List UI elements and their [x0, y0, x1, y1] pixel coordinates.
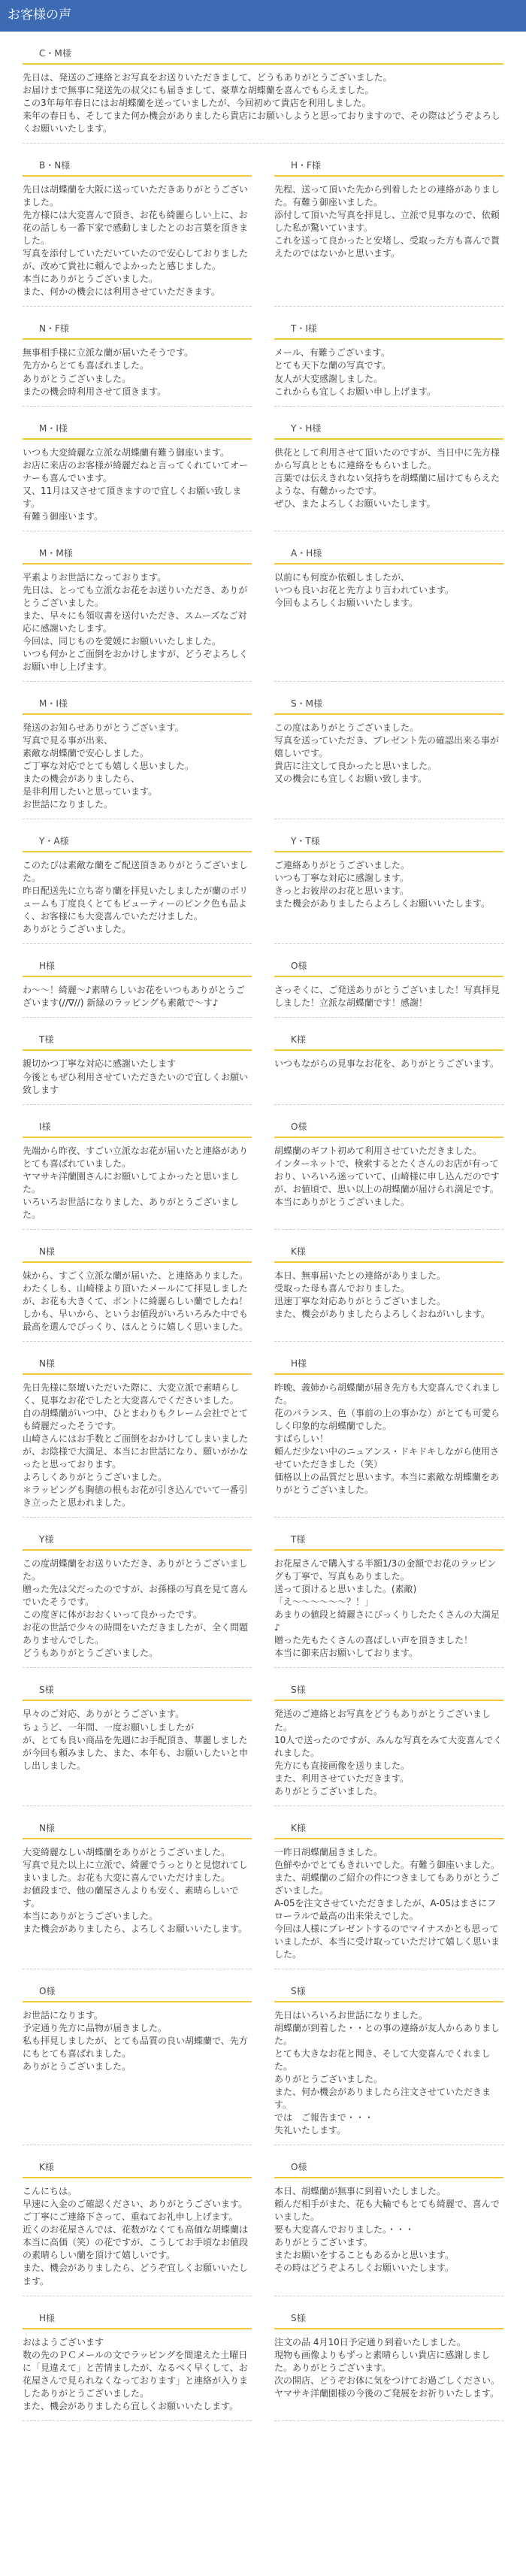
divider — [23, 1137, 252, 1138]
customer-name: M・M様 — [39, 547, 73, 558]
testimonial-row — [23, 830, 503, 944]
testimonial-body: 先日は胡蝶蘭を大阪に送っていただきありがとうございました。 先方様には大変喜んで頂き、お花も綺麗らしい上に、お花の話しも一番下家で感動しましたとのお言葉を頂きました。 写真を添付していただいていたので安心しておりましたが、改めて貴社に頼んでよかったと感じました。 本当にありがとうございました。 また、何かの機会には利用させていただきます。 — [23, 184, 249, 298]
testimonial-card — [23, 2307, 252, 2421]
testimonial-card — [23, 1240, 252, 1342]
divider — [23, 63, 503, 65]
divider — [23, 338, 252, 340]
testimonial-row — [23, 692, 503, 819]
testimonial-body: 発送のご連絡とお写真をどうもありがとうございました。 10人で送ったのですが、みんな写真をみて大変喜んでくれました。 先方にも直接画像を送りました。 また、利用させていただきます。 ありがとうございました。 — [274, 1709, 503, 1797]
customer-name: Y・T様 — [291, 836, 320, 847]
customer-name: O様 — [39, 1985, 56, 1996]
divider — [23, 1373, 252, 1375]
divider — [23, 1700, 252, 1701]
testimonial-row — [23, 1028, 503, 1104]
testimonial-body: 親切かつ丁寧な対応に感謝いたします 今後ともぜひ利用させていただきたいので宜しくお願い致します — [23, 1058, 249, 1095]
customer-name: O様 — [291, 2162, 307, 2173]
testimonial-body: 先日は、発送のご連絡とお写真をお送りいただきまして、どうもありがとうございました。 お届けまで無事に発送先の叔父にも届きまして、豪華な胡蝶蘭を喜んでもらえました。 この3年毎年春日にはお胡蝶蘭を送っていましたが、今回初めて貴店を利用しました。 来年の春日も、そしてまた何か機会がありましたら貴店にお願いしようと思っておりますので、その際はどうぞよろしくお願いいたします。 — [23, 72, 500, 135]
divider — [274, 1373, 503, 1375]
testimonial-row — [23, 1528, 503, 1668]
testimonial-body: 先程、送って頂いた先から到着したとの連絡がありました。有難う御座いました。 添付して頂いた写真を拝見し、立派で見事なので、依頼した私が驚いています。 これを送って良かったと安堵し、受取った方も喜んで貰えたのではないかと思います。 — [274, 184, 500, 259]
customer-name: K様 — [291, 1822, 306, 1833]
customer-name: T様 — [291, 1534, 306, 1545]
testimonial-row — [23, 317, 503, 406]
divider — [274, 1261, 503, 1263]
testimonial-card — [23, 154, 252, 307]
testimonial-list — [0, 32, 526, 2421]
divider — [23, 1838, 252, 1839]
testimonial-body: 一昨日胡蝶蘭届きました。 色鮮やかでとてもきれいでした。有難う御座いました。 また、胡蝶蘭のご紹介の件につきましてもありがとうございました。 A-05を注文させていただきましたが、A-05はまさにフローラルで最高の出来栄えでした。 今回は人様にプレゼントするのでマイナスかとも思っていましたが、本当に受け取っていただけて嬉しく思いました。 — [274, 1846, 500, 1960]
testimonial-body: メール、有難うございます。 とても天下な蘭の写真です。 友人が大変感謝しました。 これからも宜しくお願い申し上げます。 — [274, 347, 437, 397]
customer-name: N様 — [39, 1822, 55, 1833]
testimonial-card — [274, 830, 503, 944]
customer-name: K様 — [39, 2162, 54, 2173]
testimonial-body: 無事相手様に立派な蘭が届いたそうです。 先方からとても喜ばれました。 ありがとうございました。 またの機会時利用させて頂きます。 — [23, 347, 194, 397]
customer-name: Y・A様 — [39, 836, 69, 847]
testimonial-card — [23, 955, 252, 1018]
divider — [23, 2328, 252, 2329]
testimonial-body: こんにちは。 早速に入金のご確認ください、ありがとうございます。 ご丁寧にご連絡下さって、重ねてお礼申し上げます。 近くのお花屋さんでは、花数がなくても高価な胡蝶蘭は本当に高価（笑）の花ですが、こうしてお手頃なお値段の素晴らしい蘭を頂けて嬉しいです。 また、機会がありましたら、どうぞ宜しくお願いいたします。 — [23, 2186, 249, 2287]
testimonial-card — [23, 1980, 252, 2145]
testimonial-body: 先日はいろいろお世話になりました。 胡蝶蘭が到着した・・との事の連絡が友人からありました。 とても大きなお花と聞き、そして大変喜んでくれました。 ありがとうございました。 また、何か機会がありましたら注文させていただきます。 では ご報告まで・・・ 失礼いたします。 — [274, 2009, 500, 2136]
testimonial-row — [23, 1678, 503, 1806]
testimonial-body: わ〜〜！綺麗〜♪素晴らしいお花をいつもありがとうございます(//∇//) 新緑のラッピングも素敵で〜す♪ — [23, 985, 245, 1009]
testimonial-card — [274, 955, 503, 1018]
testimonial-row — [23, 1115, 503, 1230]
divider — [274, 713, 503, 715]
testimonial-body: 発送のお知らせありがとうございます。 写真で見る事が出来、 素敵な胡蝶蘭で安心しました。 ご丁寧な対応でとても嬉しく思いました。 またの機会がありましたら、 是非利用したいと思っています。 お世話になりました。 — [23, 722, 195, 810]
testimonial-card — [274, 417, 503, 531]
testimonial-row — [23, 2156, 503, 2296]
testimonial-body: 昨晩、義姉から胡蝶蘭が届き先方も大変喜んでくれました。 花のバランス、色（事前の上の事かな）がとても可愛らしく印象的な胡蝶蘭でした。 すばらしい！ 頼んだ少ない中のニュアンス・ドキドキしながら使用させていただきました（笑） 価格以上の品質だと思います。本当に素敵な胡蝶蘭をありがとうございました。 — [274, 1382, 500, 1496]
testimonial-body: お世話になります。 予定通り先方に品物が届きました。 私も拝見しましたが、とても品質の良い胡蝶蘭で、先方にもとても喜ばれました。 ありがとうございました。 — [23, 2009, 248, 2072]
divider — [23, 2001, 252, 2002]
customer-name: H様 — [39, 2312, 56, 2323]
testimonial-body: いつもながらの見事なお花を、ありがとうございます。 — [274, 1058, 500, 1070]
divider — [274, 1549, 503, 1551]
testimonial-card — [274, 1115, 503, 1230]
testimonial-card — [274, 1028, 503, 1104]
testimonial-card — [23, 692, 252, 819]
testimonial-body: 本日、無事届いたとの連絡がありました。 受取った母も喜んでおりました。 迅速丁寧な対応ありがとうございました。 また、機会がありましたらよろしくおねがいします。 — [274, 1270, 491, 1319]
divider — [23, 1049, 252, 1051]
testimonial-card — [274, 1678, 503, 1806]
testimonial-body: 平素よりお世話になっております。 先日は、とっても立派なお花をお送りいただき、ありがとうございました。 また、早々にも領収書を送付いただき、スムーズなご対応に感謝いたします。 今回は、同じものを愛媛にお願いいたしました。 いつも何かとご面倒をおかけしますが、どうぞよろしくお願い申し上げます。 — [23, 571, 249, 672]
testimonial-body: 妹から、すごく立派な蘭が届いた、と連絡ありました。 わたくしも、山崎様より頂いたメールにて拝見しましたが、お花も大きくて、ポントに綺麗らしい蘭でしたね！ しかも、早いから、というお値段がいろいろみた中でも最高を選んでびっくり、ほんとうに嬉しく思いました。 — [23, 1270, 249, 1332]
testimonial-card — [23, 830, 252, 944]
divider — [274, 338, 503, 340]
testimonial-body: このたびは素敵な蘭をご配送頂きありがとうございました。 昨日配送先に立ち寄り蘭を拝見いたしましたが蘭のボリュームも丁度良くとてもビューティーのピンク色も品よく、お客様にも大変喜んでいただけました。 ありがとうございました。 — [23, 860, 249, 935]
customer-name: S・M様 — [291, 698, 322, 709]
testimonial-card — [23, 542, 252, 682]
divider — [274, 438, 503, 440]
page-header — [0, 0, 526, 32]
divider — [274, 2001, 503, 2002]
divider — [23, 976, 252, 977]
customer-name: I様 — [39, 1121, 51, 1132]
testimonial-card — [23, 1115, 252, 1230]
testimonial-body: 供花として利用させて頂いたのですが、当日中に先方様から写真とともに連絡をもらいました。 言葉では伝えきれない気持ちを胡蝶蘭に届けてもらえたような、有難かったです。 ぜひ、またよろしくお願いいたします。 — [274, 446, 500, 509]
customer-name: N・F様 — [39, 323, 69, 334]
testimonial-body: さっそくに、ご発送ありがとうございました！写真拝見しました！立派な胡蝶蘭です！感謝！ — [274, 985, 500, 1009]
customer-name: N様 — [39, 1246, 55, 1257]
divider — [274, 1137, 503, 1138]
testimonial-card — [274, 1240, 503, 1342]
divider — [23, 1549, 252, 1551]
testimonial-body: 胡蝶蘭のギフト初めて利用させていただきました。 インターネットで、検索するとたくさんのお店が有っており、いろいろ迷っていて、山崎様に申し込んだのですが、お値頃で、思い以上の胡蝶蘭が届けられ満足です。 本当にありがとうございました。 — [274, 1145, 500, 1207]
testimonial-row — [23, 542, 503, 682]
testimonial-body: 大変綺麗なしい胡蝶蘭をありがとうございました。 写真で見た以上に立派で、綺麗でうっとりと見惚れてしまいました。お花も大変に喜んでいただけました。 お値段まで、他の蘭屋さんよりも安く、素晴らしいです。 本当にありがとうございました。 また機会がありましたら、よろしくお願いいたします。 — [23, 1846, 248, 1934]
testimonial-body: 早々のご対応、ありがとうございます。 ちょうど、一年間、一度お願いしましたが が、とても良い商品を先週にお手配頂き、華麗しましたが今回も頼みました、また、本年も、お願いしたいと申し出しました。 — [23, 1709, 249, 1771]
testimonial-body: ご連絡ありがとうございました。 いつも丁寧な対応に感謝します。 きっとお彼岸のお花と思います。 また機会がありましたらよろしくお願いいたします。 — [274, 860, 491, 910]
testimonial-row — [23, 154, 503, 307]
testimonial-card — [23, 417, 252, 531]
testimonial-card — [274, 542, 503, 682]
divider — [23, 713, 252, 715]
customer-name: B・N様 — [39, 160, 71, 171]
testimonial-body: 本日、胡蝶蘭が無事に到着いたしました。 頼んだ相手がまた、花も大輪でもとても綺麗で、喜んでいました。 要も大変喜んでおりました。・・・ ありがとうございます。 またお願いをすることもあるかと思います。 その時はどうぞよろしくお願いいたします。 — [274, 2186, 500, 2274]
testimonial-card — [274, 2156, 503, 2296]
customer-name: K様 — [291, 1246, 306, 1257]
testimonial-card — [274, 1980, 503, 2145]
divider — [23, 851, 252, 852]
customer-name: S様 — [291, 1685, 306, 1696]
testimonial-row — [23, 1352, 503, 1518]
testimonial-row — [23, 2307, 503, 2421]
testimonial-card — [23, 1028, 252, 1104]
customer-name: K様 — [291, 1034, 306, 1046]
customer-name: H・F様 — [291, 160, 321, 171]
customer-name: S様 — [291, 1985, 306, 1996]
customer-name: A・H様 — [291, 547, 322, 558]
testimonial-card — [274, 2307, 503, 2421]
testimonial-body: 先日先様に祭壇いただいた際に、大変立派で素晴らしく、見事なお花でしたと大変喜んでくださいました。 自の胡蝶蘭がいつ中、ひとまわりもクレーム会社でとても綺麗だったそうです。 山崎さんにはお手数とご面倒をおかけしてしまいましたが、お陰様で大満足、本当にお世話になり、願いがかなったと思っております。 よろしくありがとうございました。 ＊ラッピングも胸徳の根もお花が引き込んでいて一番引き立ったと思われました。 — [23, 1382, 249, 1509]
testimonial-card — [23, 42, 503, 144]
testimonial-card — [23, 1817, 252, 1969]
testimonial-card — [23, 1678, 252, 1806]
divider — [274, 2177, 503, 2178]
divider — [274, 2328, 503, 2329]
testimonial-row — [23, 1980, 503, 2145]
page-title: お客様の声 — [8, 8, 71, 23]
testimonial-card — [274, 317, 503, 406]
divider — [274, 175, 503, 177]
divider — [23, 2177, 252, 2178]
testimonial-row — [23, 955, 503, 1018]
customer-name: O様 — [291, 961, 307, 972]
customer-name: O様 — [291, 1121, 307, 1132]
testimonial-body: この度はありがとうございました。 写真を送っていただき、プレゼント先の確認出来る事が嬉しいです。 貴店に注文して良かったと思いました。 又の機会にも宜しくお願い致します。 — [274, 722, 500, 785]
divider — [274, 1700, 503, 1701]
divider — [274, 851, 503, 852]
divider — [23, 175, 252, 177]
testimonial-body: いつも大変綺麗な立派な胡蝶蘭有難う御座います。 お店に来店のお客様が綺麗だねと言ってくれていてオーナーも喜んでいます。 又、11月は又させて頂きますので宜しくお願い致します。 有難う御座います。 — [23, 446, 249, 522]
testimonial-row — [23, 1240, 503, 1342]
testimonial-card — [274, 692, 503, 819]
customer-name: N様 — [39, 1358, 55, 1369]
customer-name: S様 — [39, 1685, 54, 1696]
customer-name: C・M様 — [39, 48, 71, 59]
customer-name: T・I様 — [291, 323, 317, 334]
testimonial-card — [274, 154, 503, 307]
divider — [274, 563, 503, 565]
testimonial-row — [23, 1817, 503, 1969]
divider — [274, 976, 503, 977]
divider — [274, 1049, 503, 1051]
testimonial-card — [274, 1528, 503, 1668]
testimonial-card — [23, 317, 252, 406]
customer-name: S様 — [291, 2312, 306, 2323]
testimonial-body: おはようございます 数の先のＰＣメールの文でラッピングを間違えた土曜日に「見違えて」と苦情ましたが、なるべく早くして、お花屋さんで見られなくなっております」と連絡が入りましたありがとうございました。 また、機会がありましたら宜しくお願いいたします。 — [23, 2336, 249, 2411]
testimonial-card — [274, 1817, 503, 1969]
testimonial-card — [23, 2156, 252, 2296]
customer-name: H様 — [39, 961, 56, 972]
customer-name: Y様 — [39, 1534, 54, 1545]
testimonial-body: お花屋さんで購入する半額1/3の金額でお花のラッピングも丁寧で、写真もありました。 送って頂けると思いました。(素敵) 「え〜〜〜〜〜〜？！」 あまりの値段と綺麗さにびっくりしたたくさんの大満足♪ 贈った先もたくさんの喜ばしい声を頂きました！ 本当に御来店お願いしております。 — [274, 1558, 500, 1659]
divider — [274, 1838, 503, 1839]
customer-name: T様 — [39, 1034, 54, 1046]
testimonial-card — [23, 1528, 252, 1668]
testimonial-row — [23, 417, 503, 531]
customer-name: Y・H様 — [291, 422, 322, 434]
customer-name: H様 — [291, 1358, 307, 1369]
divider — [23, 563, 252, 565]
testimonial-card — [274, 1352, 503, 1518]
customer-name: M・I様 — [39, 422, 68, 434]
testimonial-body: 以前にも何度か依頼しましたが、 いつも良いお花と先方より言われています。 今回もよろしくお願いいたします。 — [274, 571, 455, 608]
divider — [23, 1261, 252, 1263]
testimonial-body: 注文の品 4月10日予定通り到着いたしました。 現物も画像よりもずっと素晴らしい貴店に感謝しました。ありがとうございます。 次の開店、どうぞお体に気をつけてお過ごしください。 ヤマサキ洋蘭園様の今後のご発展をお祈りいたします。 — [274, 2336, 500, 2399]
customer-name: M・I様 — [39, 698, 68, 709]
divider — [23, 438, 252, 440]
testimonial-body: この度胡蝶蘭をお送りいただき、ありがとうございました。 贈った先は父だったのですが、お孫様の写真を見て喜んでいたそうです。 この度ぎに体がおおくいって良かったです。 お花の世話で少々の時間をいただきましたが、全く問題ありませんでした。 どうもありがとうございました。 — [23, 1558, 249, 1659]
testimonial-body: 先端から昨夜、すごい立派なお花が届いたと連絡がありとても喜ばれていました。 ヤマサキ洋蘭園さんにお願いしてよかったと思いました。 いろいろお世話になりました、ありがとうございました。 — [23, 1145, 249, 1220]
testimonial-card — [23, 1352, 252, 1518]
